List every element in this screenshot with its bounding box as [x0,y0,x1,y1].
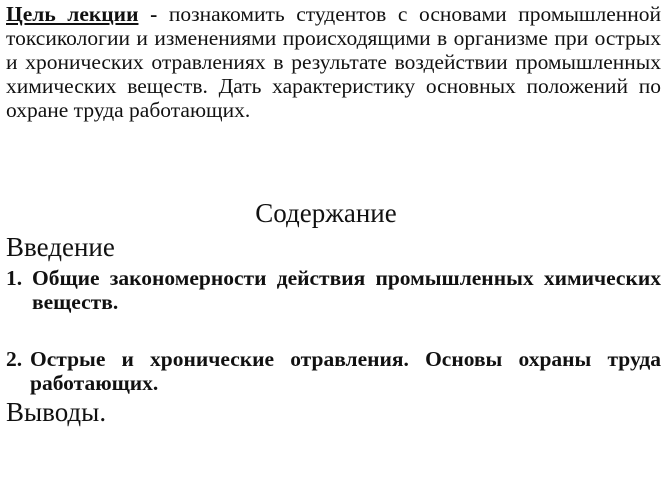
lecture-purpose-paragraph [6,2,661,122]
lecture-purpose-text: познакомить студентов с основами промышленной токсикологии и изменениями происходящими в организме при острых и хронических отравлениях в результате воздействии промышленных химических веществ. Дать характеристику основных положений по охране труда работающих. [6,2,662,122]
lecture-purpose-dash: - [138,2,169,26]
contents-item-number: 2. [6,347,23,371]
contents-item-text: Острые и хронические отравления. Основы охраны труда работающих. [30,347,661,395]
contents-title: Содержание [255,198,397,228]
lecture-purpose-label: Цель лекции [6,2,139,26]
contents-item-text: Общие закономерности действия промышленных химических веществ. [32,266,661,314]
contents-intro: Введение [6,232,115,262]
contents-conclusions: Выводы. [6,397,107,427]
contents-item-number: 1. [6,266,23,290]
contents-item-1 [6,266,661,314]
contents-item-2 [6,347,661,395]
